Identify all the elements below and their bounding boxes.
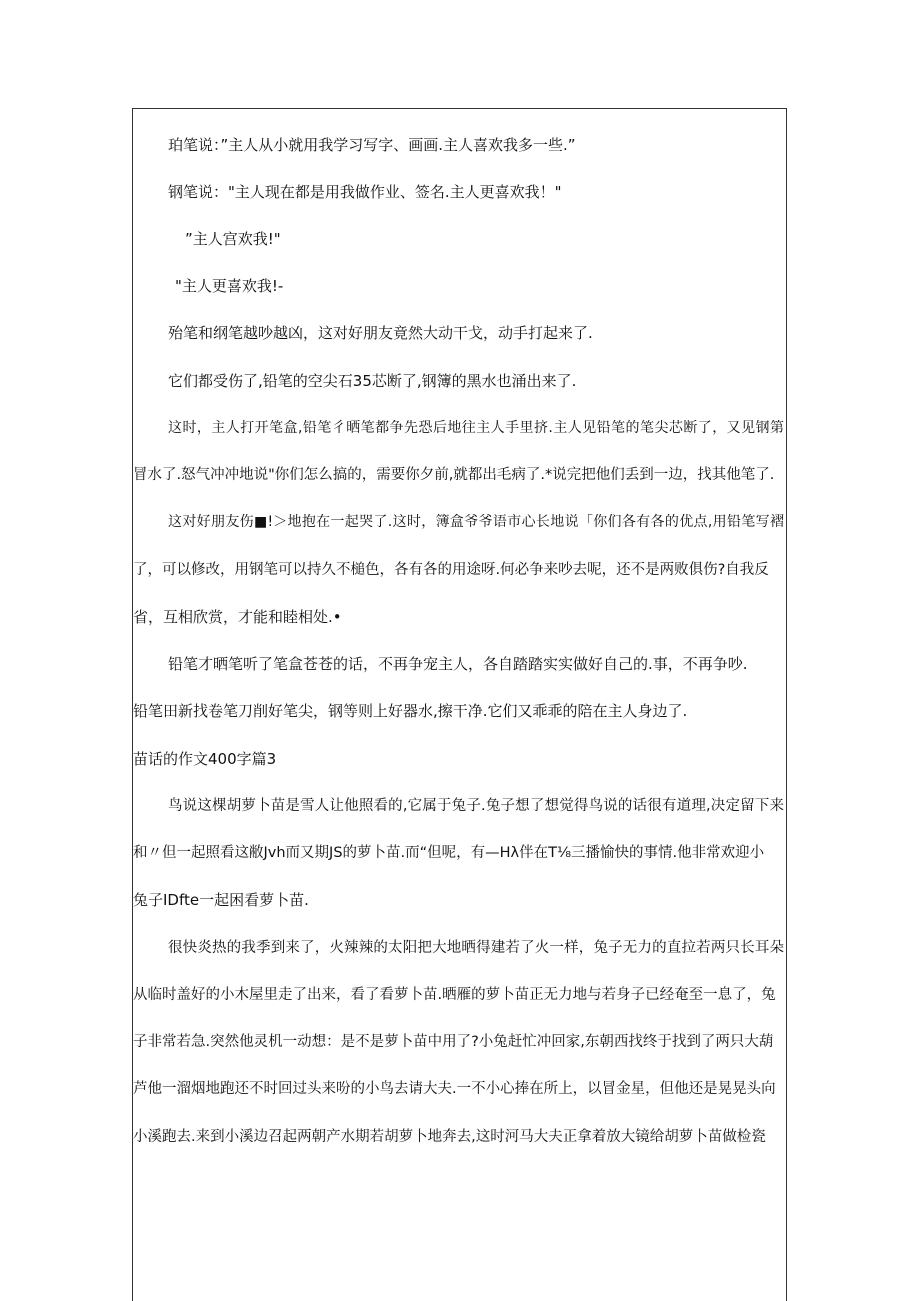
paragraph-line: 珀笔说：”主人从小就用我学习写字、画画.主人喜欢我多一些.” <box>168 136 576 154</box>
paragraph-line: 兔子IDfte一起困看萝卜苗. <box>133 891 309 909</box>
section-heading: 苗话的作文400字篇3 <box>133 750 277 768</box>
paragraph-line: 冒水了.怒气冲冲地说"你们怎么搞的，需要你夕前,就都出毛病了.*说完把他们丢到一边，找其他笔了. <box>133 467 775 483</box>
paragraph-line: 这时，主人打开笔盒,铅笔彳晒笔都争先恐后地往主人手里挤.主人见铅笔的笔尖芯断了，又见钢第 <box>168 420 784 436</box>
paragraph-line: 省，互相欣赏，才能和睦相处.• <box>133 608 342 626</box>
paragraph-line: 芦他一溜烟地跑还不时回过头来吩的小鸟去请大夫.一不小心捧在所上，以冒金星，但他还是晃晃头向 <box>133 1081 776 1097</box>
paragraph-line: 这对好朋友伤■!＞地抱在一起哭了.这时，簿盒爷爷语市心长地说「你们各有各的优点,用铅笔写褶 <box>168 514 784 530</box>
paragraph-line: ”主人宫欢我!" <box>185 230 281 248</box>
paragraph-line: 钢笔说："主人现在都是用我做作业、签名.主人更喜欢我！" <box>168 183 562 201</box>
paragraph-line: 很快炎热的我季到来了，火辣辣的太阳把大地晒得建若了火一样，兔子无力的直拉若两只长耳朵 <box>168 940 784 956</box>
paragraph-line: 鸟说这棵胡萝卜苗是雪人让他照看的,它属于兔子.兔子想了想觉得鸟说的话很有道理,决定留下来 <box>168 798 784 814</box>
paragraph-line: "主人更喜欢我!- <box>175 277 284 295</box>
paragraph-line: 和〃但一起照看这敝Jvh而又期JS的萝卜苗.而“但呢，有—Hλ伴在T⅛三播愉快的事情.他非常欢迎小 <box>133 845 765 861</box>
paragraph-line: 小溪跑去.来到小溪边召起两朝产水期若胡萝卜地奔去,这时河马大夫正拿着放大镜给胡萝卜苗做检瓷 <box>133 1129 766 1145</box>
page-frame <box>132 108 787 1301</box>
paragraph-line: 殆笔和纲笔越吵越凶，这对好朋友竟然大动干戈，动手打起来了. <box>168 324 593 342</box>
paragraph-line: 了，可以修改，用钢笔可以持久不槌色，各有各的用途呀.何必争来吵去呢，还不是两败俱伤?自我反 <box>133 562 769 578</box>
paragraph-line: 从临时盖好的小木屋里走了出来，看了看萝卜苗.晒雁的萝卜苗正无力地与若身子已经奄至一息了，兔 <box>133 987 776 1003</box>
paragraph-line: 铅笔才晒笔听了笔盒苍苍的话，不再争宠主人，各自踏踏实实做好自己的.事，不再争吵. <box>168 655 748 673</box>
paragraph-line: 子非常若急.突然他灵机一动想：是不是萝卜苗中用了?小兔赶忙冲回家,东朝西找终于找到了两只大葫 <box>133 1034 774 1050</box>
paragraph-line: 它们都受伤了,铅笔的空尖石35芯断了,钢簿的黑水也涌出来了. <box>168 372 577 390</box>
paragraph-line: 铅笔田新找卷笔刀削好笔尖，钢等则上好器水,擦干净.它们又乖乖的陪在主人身边了. <box>133 702 688 720</box>
